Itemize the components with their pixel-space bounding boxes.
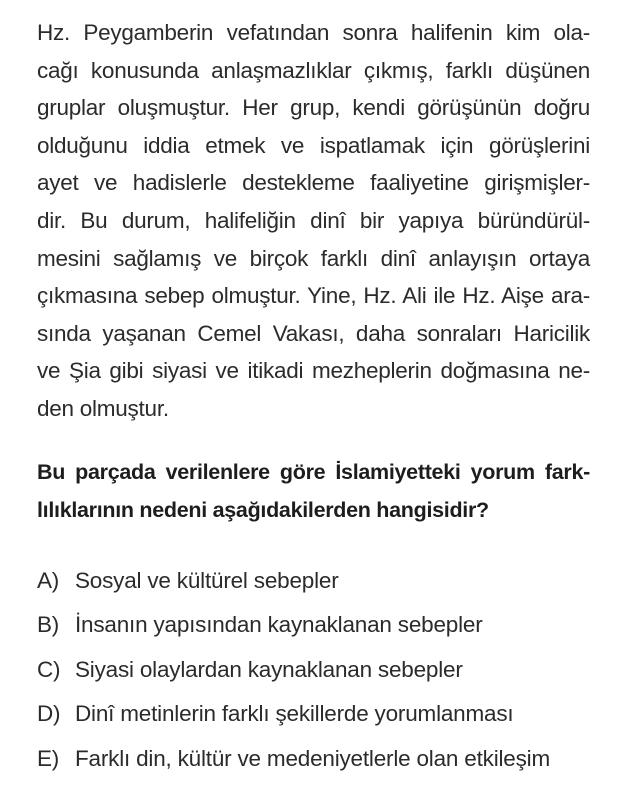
passage-line: ayet ve hadislerle destekleme faaliyetine girişmişler- [37, 170, 590, 196]
option-c-letter: C) [37, 656, 61, 682]
option-e-text: Farklı din, kültür ve medeniyetlerle olan etkileşim [75, 745, 551, 771]
option-e-letter: E) [37, 745, 60, 771]
question-line: lılıklarının nedeni aşağıdakilerden hangisidir? [37, 497, 489, 522]
passage-line: gruplar oluşmuştur. Her grup, kendi görüşünün doğru [37, 95, 590, 121]
passage-line: mesini sağlamış ve birçok farklı dinî anlayışın ortaya [37, 245, 590, 271]
option-d[interactable] [37, 692, 597, 736]
option-a[interactable] [37, 559, 597, 603]
option-d-text: Dinî metinlerin farklı şekillerde yorumlanması [75, 701, 514, 727]
passage-line: ve Şia gibi siyasi ve itikadi mezheplerin doğmasına ne- [37, 358, 590, 384]
option-b[interactable] [37, 603, 597, 647]
passage-line: sında yaşanan Cemel Vakası, daha sonraları Haricilik [37, 320, 590, 346]
option-c[interactable] [37, 648, 597, 692]
question-passage [37, 14, 590, 428]
option-e[interactable] [37, 737, 597, 781]
option-d-letter: D) [37, 701, 61, 727]
passage-line: olduğunu iddia etmek ve ispatlamak için görüşlerini [37, 132, 590, 158]
option-a-letter: A) [37, 568, 60, 593]
passage-line: dir. Bu durum, halifeliğin dinî bir yapıya büründürül- [37, 207, 590, 233]
passage-line: çıkmasına sebep olmuştur. Yine, Hz. Ali ile Hz. Aişe ara- [37, 283, 590, 309]
option-b-letter: B) [37, 612, 60, 638]
question-line: Bu parçada verilenlere göre İslamiyetteki yorum fark- [37, 460, 590, 484]
option-b-text: İnsanın yapısından kaynaklanan sebepler [75, 612, 483, 638]
question-stem [37, 454, 590, 529]
passage-line: Hz. Peygamberin vefatından sonra halifenin kim ola- [37, 20, 590, 45]
passage-line: cağı konusunda anlaşmazlıklar çıkmış, farklı düşünen [37, 57, 590, 83]
passage-line: den olmuştur. [37, 395, 169, 421]
option-a-text: Sosyal ve kültürel sebepler [75, 568, 339, 593]
options-list [37, 559, 597, 781]
option-c-text: Siyasi olaylardan kaynaklanan sebepler [75, 656, 463, 682]
